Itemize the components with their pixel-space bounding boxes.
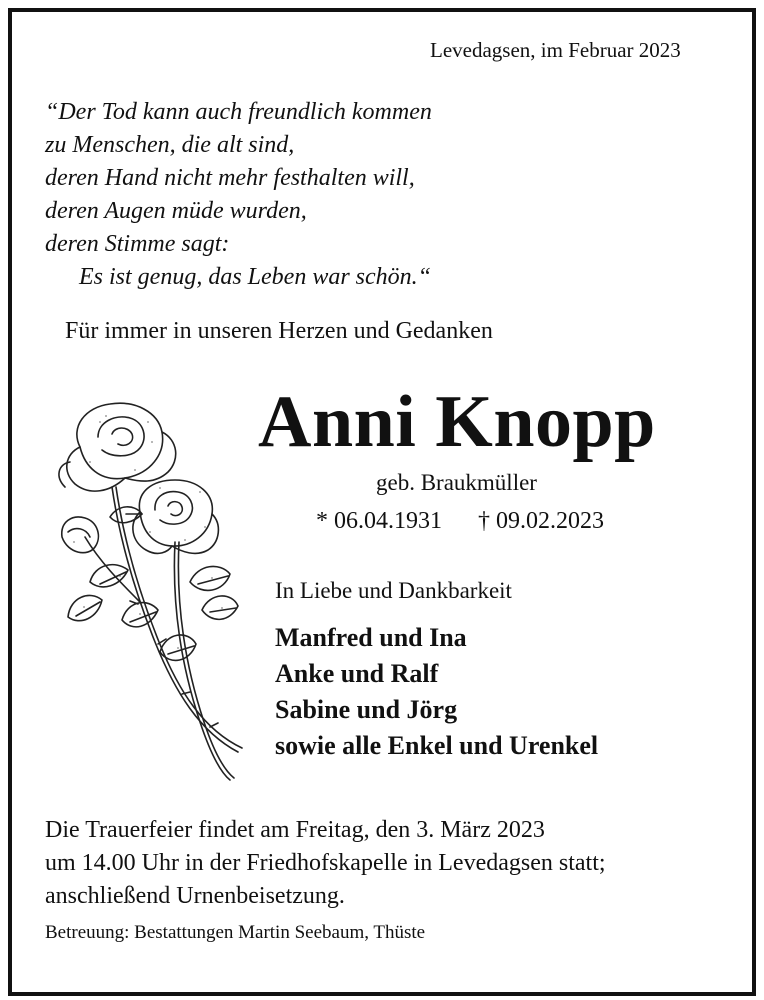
maiden-name: geb. Braukmüller	[376, 470, 537, 495]
death-date: † 09.02.2023	[478, 508, 604, 534]
poem-line: deren Augen müde wurden,	[45, 198, 307, 224]
deceased-name: Anni Knopp	[258, 381, 656, 463]
service-info	[45, 814, 606, 913]
subtitle: Für immer in unseren Herzen und Gedanken	[65, 318, 493, 344]
poem-line: zu Menschen, die alt sind,	[45, 132, 295, 158]
mourner-name: Sabine und Jörg	[275, 695, 458, 724]
place-date: Levedagsen, im Februar 2023	[430, 38, 681, 62]
mourner-name: Anke und Ralf	[275, 659, 439, 688]
mourners-intro: In Liebe und Dankbarkeit	[275, 578, 512, 603]
service-line: Die Trauerfeier findet am Freitag, den 3. März 2023	[45, 817, 545, 843]
poem-line: deren Stimme sagt:	[45, 231, 230, 257]
poem-line: Es ist genug, das Leben war schön.“	[79, 264, 432, 290]
service-line: anschließend Urnenbeisetzung.	[45, 883, 345, 909]
mourner-name: sowie alle Enkel und Urenkel	[275, 731, 599, 760]
mourners-list	[275, 620, 598, 764]
poem-line: deren Hand nicht mehr festhalten will,	[45, 165, 415, 191]
life-dates	[316, 508, 604, 535]
poem-line: “Der Tod kann auch freundlich kommen	[45, 99, 432, 125]
birth-date: * 06.04.1931	[316, 508, 442, 534]
poem	[45, 96, 432, 294]
rose-illustration-icon	[40, 392, 255, 787]
mourner-name: Manfred und Ina	[275, 623, 467, 652]
undertaker-credit: Betreuung: Bestattungen Martin Seebaum, Thüste	[45, 922, 426, 943]
service-line: um 14.00 Uhr in der Friedhofskapelle in Levedagsen statt;	[45, 850, 606, 876]
